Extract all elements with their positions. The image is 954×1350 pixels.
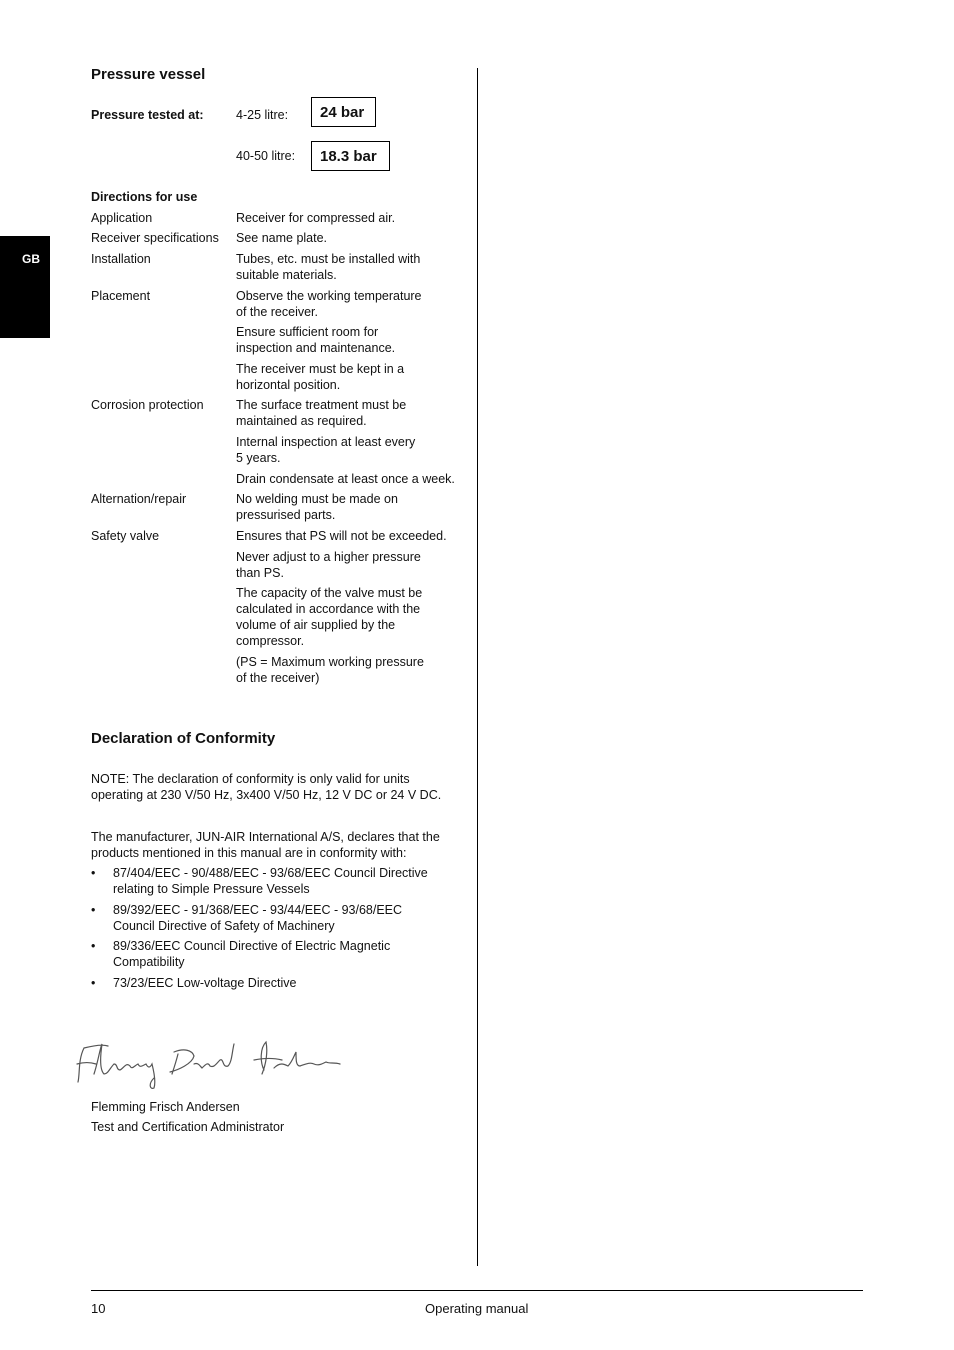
- directive-text: [113, 975, 453, 991]
- directive-text: [113, 902, 453, 934]
- language-tab: [0, 236, 50, 338]
- directions-row-value: [236, 528, 458, 544]
- directions-value-line: No welding must be made on: [236, 492, 398, 506]
- bullet-icon: •: [91, 939, 96, 953]
- bullet-icon: •: [91, 976, 96, 990]
- directions-value-line: Internal inspection at least every: [236, 435, 416, 449]
- directions-row-value: [236, 491, 458, 523]
- directions-row-value: [236, 585, 458, 649]
- conformity-intro: [91, 829, 461, 861]
- directions-value-line: of the receiver): [236, 671, 320, 685]
- directions-row-value: [236, 251, 458, 283]
- pressure-value-2: 18.3 bar: [311, 141, 390, 171]
- directions-row-value: [236, 230, 458, 246]
- pressure-vessel-heading: Pressure vessel: [91, 66, 206, 83]
- directions-value-line: Ensures that PS will not be exceeded.: [236, 529, 447, 543]
- directions-value-line: pressurised parts.: [236, 508, 336, 522]
- directive-line: 89/336/EEC Council Directive of Electric Magnetic: [113, 939, 391, 953]
- directions-value-line: maintained as required.: [236, 414, 367, 428]
- footer-rule: [91, 1290, 863, 1291]
- directions-row-label: Safety valve: [91, 529, 160, 543]
- directions-heading: Directions for use: [91, 190, 198, 204]
- directions-row-label: Placement: [91, 289, 151, 303]
- signer-name: Flemming Frisch Andersen: [91, 1100, 240, 1114]
- directions-value-line: suitable materials.: [236, 268, 337, 282]
- directions-value-line: The surface treatment must be: [236, 398, 407, 412]
- pressure-value-1: 24 bar: [311, 97, 376, 127]
- footer-title: Operating manual: [425, 1301, 529, 1316]
- directions-row-label: Corrosion protection: [91, 398, 204, 412]
- directions-row-value: [236, 549, 458, 581]
- directions-row-label: Application: [91, 211, 153, 225]
- directions-value-line: Observe the working temperature: [236, 289, 422, 303]
- directions-value-line: of the receiver.: [236, 305, 318, 319]
- directive-line: 87/404/EEC - 90/488/EEC - 93/68/EEC Council Directive: [113, 866, 428, 880]
- directions-row-label: Installation: [91, 252, 151, 266]
- directive-line: Compatibility: [113, 955, 185, 969]
- directive-line: relating to Simple Pressure Vessels: [113, 882, 310, 896]
- intro-line: products mentioned in this manual are in conformity with:: [91, 846, 407, 860]
- directions-value-line: Drain condensate at least once a week.: [236, 472, 455, 486]
- pressure-range-1: 4-25 litre:: [236, 108, 289, 122]
- bullet-icon: •: [91, 903, 96, 917]
- directions-value-line: Ensure sufficient room for: [236, 325, 379, 339]
- directions-row-value: [236, 434, 458, 466]
- directions-value-line: calculated in accordance with the: [236, 602, 421, 616]
- directions-row-value: [236, 210, 458, 226]
- directive-text: [113, 938, 453, 970]
- note-line: NOTE: The declaration of conformity is only valid for units: [91, 772, 410, 786]
- directions-row-value: [236, 471, 458, 487]
- directions-row-value: [236, 324, 458, 356]
- directive-text: [113, 865, 453, 897]
- directions-value-line: horizontal position.: [236, 378, 341, 392]
- directions-value-line: Never adjust to a higher pressure: [236, 550, 421, 564]
- signature: [74, 1034, 344, 1094]
- directive-line: Council Directive of Safety of Machinery: [113, 919, 335, 933]
- directive-line: 73/23/EEC Low-voltage Directive: [113, 976, 297, 990]
- directions-value-line: (PS = Maximum working pressure: [236, 655, 424, 669]
- signer-title: Test and Certification Administrator: [91, 1120, 285, 1134]
- pressure-tested-label: Pressure tested at:: [91, 108, 204, 122]
- directions-value-line: The capacity of the valve must be: [236, 586, 423, 600]
- directions-value-line: See name plate.: [236, 231, 328, 245]
- directions-row-value: [236, 654, 458, 686]
- conformity-heading: Declaration of Conformity: [91, 730, 276, 747]
- directions-value-line: inspection and maintenance.: [236, 341, 396, 355]
- intro-line: The manufacturer, JUN-AIR International A/S, declares that the: [91, 830, 440, 844]
- directive-line: 89/392/EEC - 91/368/EEC - 93/44/EEC - 93/68/EEC: [113, 903, 403, 917]
- directions-value-line: Receiver for compressed air.: [236, 211, 396, 225]
- page-number: 10: [91, 1301, 106, 1316]
- note-line: operating at 230 V/50 Hz, 3x400 V/50 Hz, 12 V DC or 24 V DC.: [91, 788, 442, 802]
- bullet-icon: •: [91, 866, 96, 880]
- column-divider: [477, 68, 478, 1266]
- directions-row-label: Receiver specifications: [91, 231, 219, 245]
- directions-row-value: [236, 397, 458, 429]
- directions-row-label: Alternation/repair: [91, 492, 187, 506]
- language-tab-label: GB: [22, 252, 40, 266]
- pressure-range-2: 40-50 litre:: [236, 149, 296, 163]
- directions-value-line: The receiver must be kept in a: [236, 362, 405, 376]
- directions-value-line: 5 years.: [236, 451, 281, 465]
- directions-value-line: than PS.: [236, 566, 284, 580]
- directions-row-value: [236, 361, 458, 393]
- directions-value-line: Tubes, etc. must be installed with: [236, 252, 421, 266]
- directions-value-line: compressor.: [236, 634, 305, 648]
- conformity-note: [91, 771, 461, 803]
- directions-row-value: [236, 288, 458, 320]
- directions-value-line: volume of air supplied by the: [236, 618, 396, 632]
